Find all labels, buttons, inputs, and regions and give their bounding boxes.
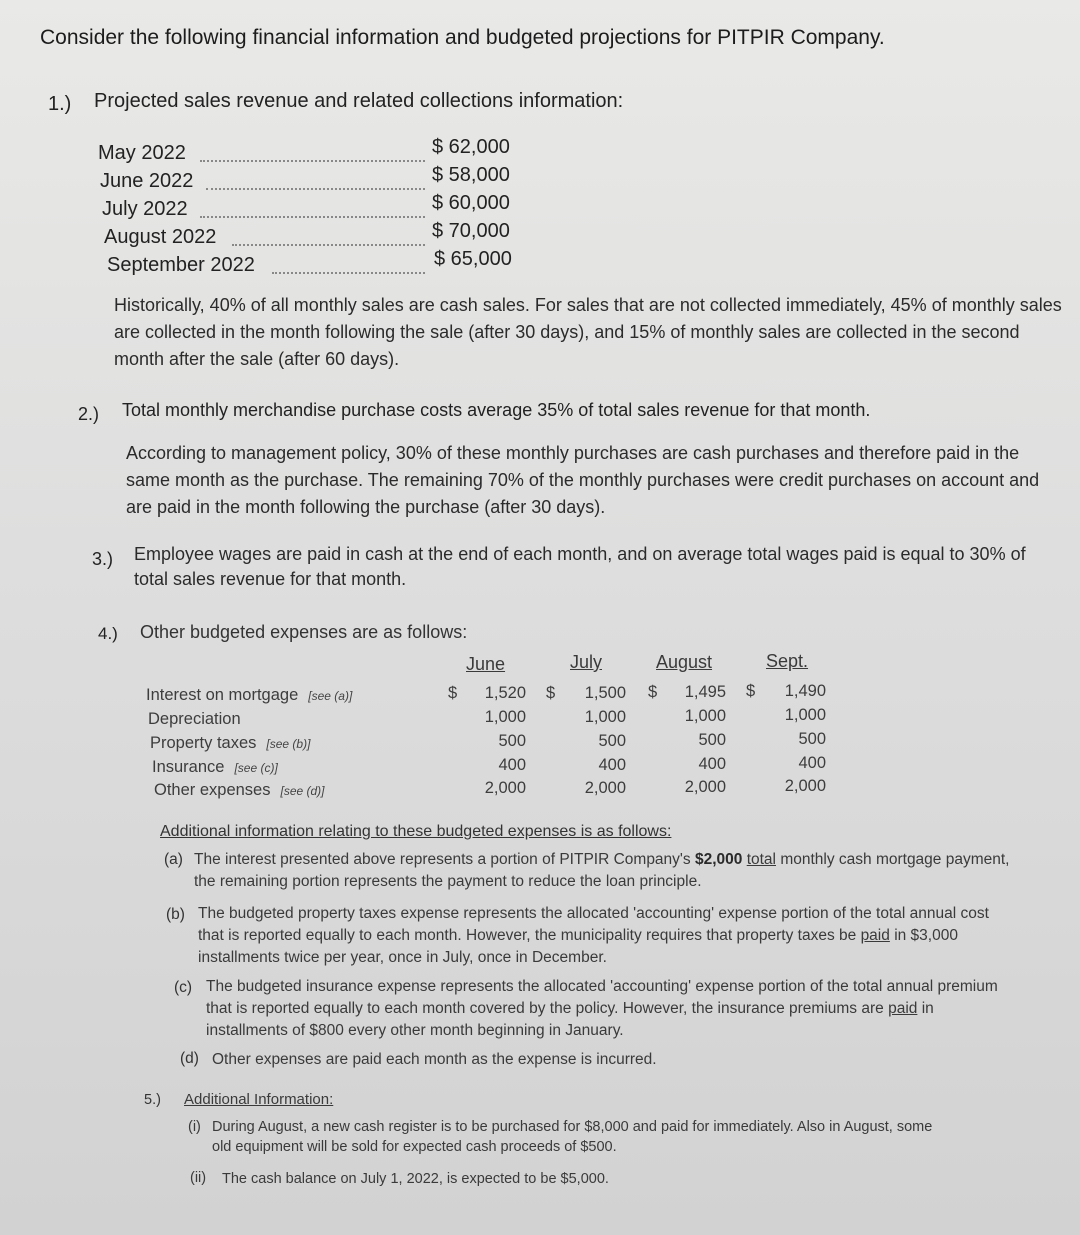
- table-cell: 2,000: [684, 778, 726, 796]
- section-5-heading: Additional Information:: [184, 1091, 334, 1108]
- sales-amount: $ 58,000: [432, 164, 510, 186]
- section-4-heading: Other budgeted expenses are as follows:: [140, 622, 468, 642]
- table-cell: 2,000: [584, 779, 626, 797]
- section-1-number: 1.): [48, 93, 72, 115]
- note-a: The interest presented above represents a portion of PITPIR Company's $2,000 total monthly cash mortgage payment, the remaining portion represents the payment to reduce the loan principle.: [194, 851, 1010, 890]
- table-cell: 1,495: [684, 683, 726, 701]
- column-header-june: June: [466, 654, 506, 674]
- table-cell: 1,490: [784, 682, 826, 700]
- sales-amount: $ 70,000: [432, 220, 510, 242]
- row-label-other-expenses: Other expenses [see (d)]: [154, 781, 325, 799]
- page-title: Consider the following financial information and budgeted projections for PITPIR Company.: [40, 26, 885, 49]
- table-cell: 400: [598, 756, 626, 774]
- table-cell: 500: [698, 731, 726, 749]
- table-cell: 1,500: [584, 684, 626, 702]
- row-label-interest: Interest on mortgage [see (a)]: [146, 686, 353, 704]
- leader-dots: [206, 188, 425, 190]
- sales-month: August 2022: [104, 226, 217, 248]
- note-b-label: (b): [166, 906, 185, 923]
- section-4-number: 4.): [98, 624, 118, 643]
- table-cell: 400: [698, 755, 726, 773]
- sales-amount: $ 60,000: [432, 192, 510, 214]
- collections-paragraph: Historically, 40% of all monthly sales are cash sales. For sales that are not collected immediately, 45% of monthly sales are collected in the month following the sale (after 30 days), and 15% of monthly sales are collected in the second month after the sale (after 60 days).: [114, 295, 1062, 369]
- currency-symbol: $: [746, 682, 756, 700]
- table-cell: 400: [798, 754, 826, 772]
- item-ii-label: (ii): [190, 1170, 207, 1186]
- sales-month: July 2022: [102, 198, 188, 220]
- table-cell: 400: [498, 756, 526, 774]
- table-cell: 500: [798, 730, 826, 748]
- section-3-number: 3.): [92, 549, 114, 569]
- column-header-july: July: [570, 652, 603, 672]
- currency-symbol: $: [546, 684, 556, 702]
- sales-amount: $ 62,000: [432, 136, 510, 158]
- leader-dots: [200, 160, 425, 162]
- table-cell: 2,000: [484, 779, 526, 797]
- note-c: The budgeted insurance expense represents the allocated 'accounting' expense portion of the total annual premium that is reported equally to each month covered by the policy. However, the insurance premiums are paid in installments of $800 every other month beginning in January.: [206, 978, 998, 1039]
- sales-amount: $ 65,000: [434, 248, 512, 270]
- wages-paragraph: Employee wages are paid in cash at the end of each month, and on average total wages paid is equal to 30% of total sales revenue for that month.: [134, 544, 1026, 589]
- section-1-heading: Projected sales revenue and related collections information:: [94, 90, 624, 112]
- leader-dots: [232, 244, 425, 246]
- table-cell: 1,000: [784, 706, 826, 724]
- table-cell: 1,000: [684, 707, 726, 725]
- note-d-label: (d): [180, 1050, 199, 1067]
- table-cell: 2,000: [784, 777, 826, 795]
- section-2-heading: Total monthly merchandise purchase costs average 35% of total sales revenue for that month.: [122, 400, 871, 420]
- sales-month: September 2022: [107, 254, 255, 276]
- table-cell: 500: [498, 732, 526, 750]
- table-cell: 1,000: [484, 708, 526, 726]
- note-d: Other expenses are paid each month as the expense is incurred.: [212, 1051, 657, 1068]
- additional-info-heading: Additional information relating to these budgeted expenses is as follows:: [160, 823, 672, 840]
- column-header-sept: Sept.: [766, 651, 809, 671]
- leader-dots: [200, 216, 425, 218]
- table-cell: 1,520: [484, 684, 526, 702]
- purchases-paragraph: According to management policy, 30% of these monthly purchases are cash purchases and therefore paid in the same month as the purchase. The remaining 70% of the monthly purchases were credit purchases on account and are paid in the month following the purchase (after 30 days).: [126, 443, 1040, 517]
- currency-symbol: $: [648, 683, 658, 701]
- note-b: The budgeted property taxes expense represents the allocated 'accounting' expense portion of the total annual cost that is reported equally to each month. However, the municipality requires that property taxes be paid in $3,000 installments twice per year, once in July, once in December.: [198, 905, 989, 966]
- item-i: During August, a new cash register is to be purchased for $8,000 and paid for immediately. Also in August, some old equipment will be sold for expected cash proceeds of $500.: [212, 1119, 933, 1155]
- leader-dots: [272, 272, 425, 274]
- note-a-label: (a): [164, 851, 183, 868]
- item-i-label: (i): [188, 1119, 201, 1135]
- item-ii: The cash balance on July 1, 2022, is expected to be $5,000.: [222, 1171, 609, 1187]
- column-header-august: August: [656, 652, 713, 672]
- row-label-property-taxes: Property taxes [see (b)]: [150, 734, 311, 752]
- row-label-insurance: Insurance [see (c)]: [152, 758, 278, 776]
- row-label-depreciation: Depreciation: [148, 710, 241, 728]
- section-5-number: 5.): [144, 1092, 161, 1108]
- table-cell: 1,000: [584, 708, 626, 726]
- sales-month: May 2022: [98, 142, 186, 164]
- section-2-number: 2.): [78, 404, 100, 424]
- note-c-label: (c): [174, 979, 193, 996]
- currency-symbol: $: [448, 684, 458, 702]
- table-cell: 500: [598, 732, 626, 750]
- sales-month: June 2022: [100, 170, 194, 192]
